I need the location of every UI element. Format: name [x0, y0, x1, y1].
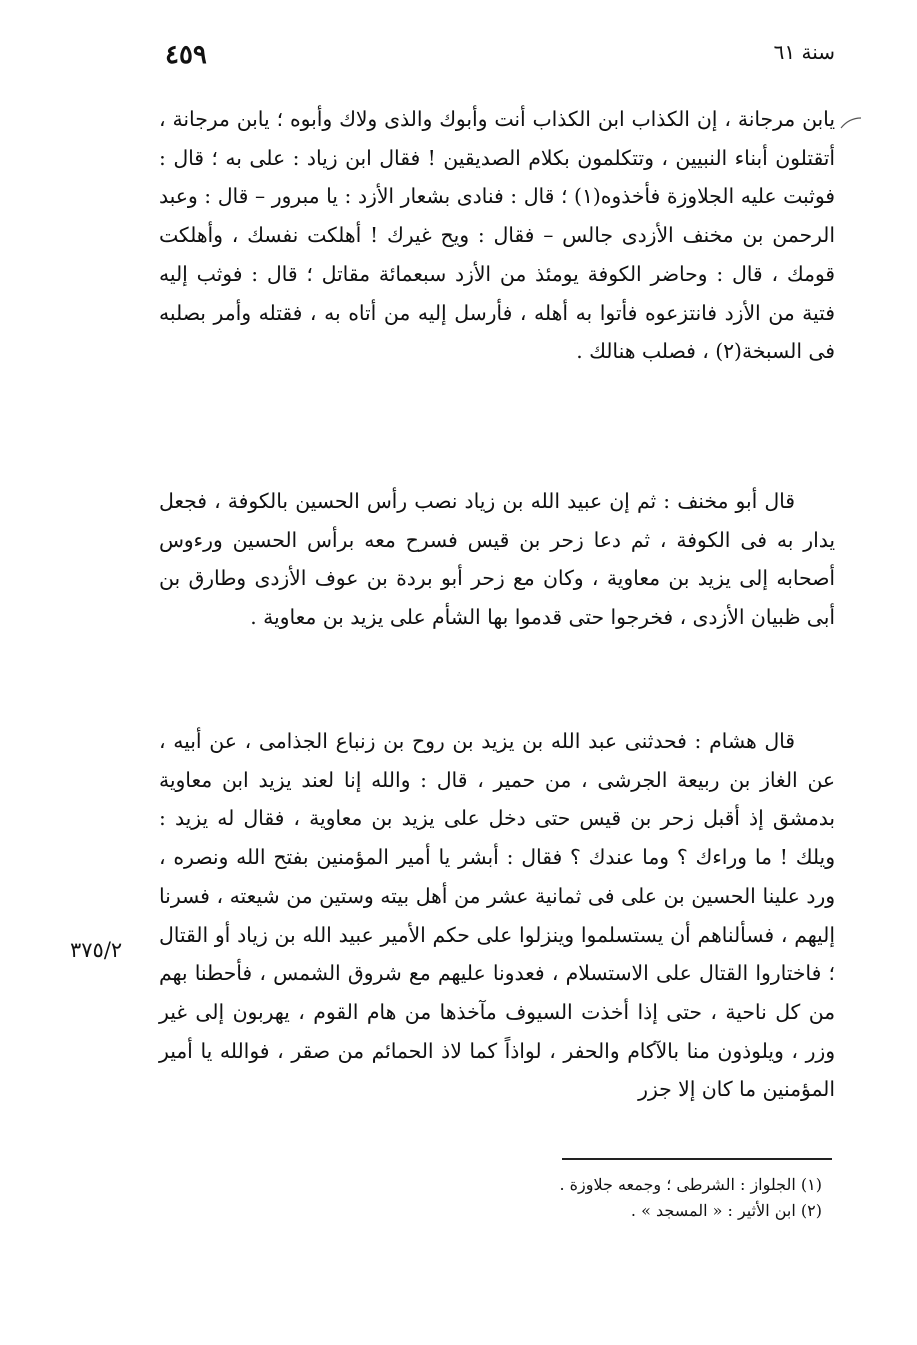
footnote-divider	[562, 1158, 832, 1160]
page-number: ٤٥٩	[165, 40, 207, 70]
paragraph-2: قال أبو مخنف : ثم إن عبيد الله بن زياد نصب رأس الحسين بالكوفة ، فجعل يدار به فى الكوفة ، ثم دعا زحر بن قيس فسرح معه برأس الحسين ورءوس أصحابه إلى يزيد بن معاوية ، وكان مع زحر أبو بردة بن عوف الأزدى وطارق بن أبى ظبيان الأزدى ، فخرجوا حتى قدموا بها الشأم على يزيد بن معاوية .	[159, 489, 835, 630]
footnote-1: (١) الجلواز : الشرطى ؛ وجمعه جلاوزة .	[559, 1175, 822, 1194]
running-header-year: سنة ٦١	[773, 40, 835, 64]
paragraph-1: يابن مرجانة ، إن الكذاب ابن الكذاب أنت وأبوك والذى ولاك وأبوه ؛ يابن مرجانة ، أتقتلون أبناء النبيين ، وتتكلمون بكلام الصديقين ! فقال ابن زياد : على به ؛ قال : فوثبت عليه الجلاوزة فأخذوه(١) ؛ قال : فنادى بشعار الأزد : يا مبرور – قال : وعبد الرحمن بن مخنف الأزدى جالس – فقال : ويح غيرك ! أهلكت نفسك ، وأهلكت قومك ، قال : وحاضر الكوفة يومئذ من الأزد سبعمائة مقاتل ؛ قال : فوثب إليه فتية من الأزد فانتزعوه فأتوا به أهله ، فأرسل إليه من أتاه به ، فقتله وأمر بصلبه فى السبخة(٢) ، فصلب هنالك .	[159, 107, 835, 364]
footnotes	[302, 1172, 822, 1224]
margin-tick-mark	[839, 116, 863, 130]
margin-reference: ٣٧٥/٢	[70, 938, 123, 962]
paragraph-3: قال هشام : فحدثنى عبد الله بن يزيد بن روح بن زنباع الجذامى ، عن أبيه ، عن الغاز بن ربيعة الجرشى ، من حمير ، قال : والله إنا لعند يزيد ابن معاوية بدمشق إذ أقبل زحر بن قيس حتى دخل على يزيد بن معاوية ، فقال له يزيد : ويلك ! ما وراءك ؟ وما عندك ؟ فقال : أبشر يا أمير المؤمنين بفتح الله ونصره ، ورد علينا الحسين بن على فى ثمانية عشر من أهل بيته وستين من شيعته ، فسرنا إليهم ، فسألناهم أن يستسلموا وينزلوا على حكم الأمير عبيد الله بن زياد أو القتال ؛ فاختاروا القتال على الاستسلام ، فعدونا عليهم مع شروق الشمس ، فأحطنا بهم من كل ناحية ، حتى إذا أخذت السيوف مآخذها من هام القوم ، يهربون إلى غير وزر ، ويلوذون منا بالآكام والحفر ، لواذاً كما لاذ الحمائم من صقر ، فوالله يا أمير المؤمنين ما كان إلا جزر	[159, 729, 835, 1102]
footnote-2: (٢) ابن الأثير : « المسجد » .	[630, 1201, 822, 1220]
